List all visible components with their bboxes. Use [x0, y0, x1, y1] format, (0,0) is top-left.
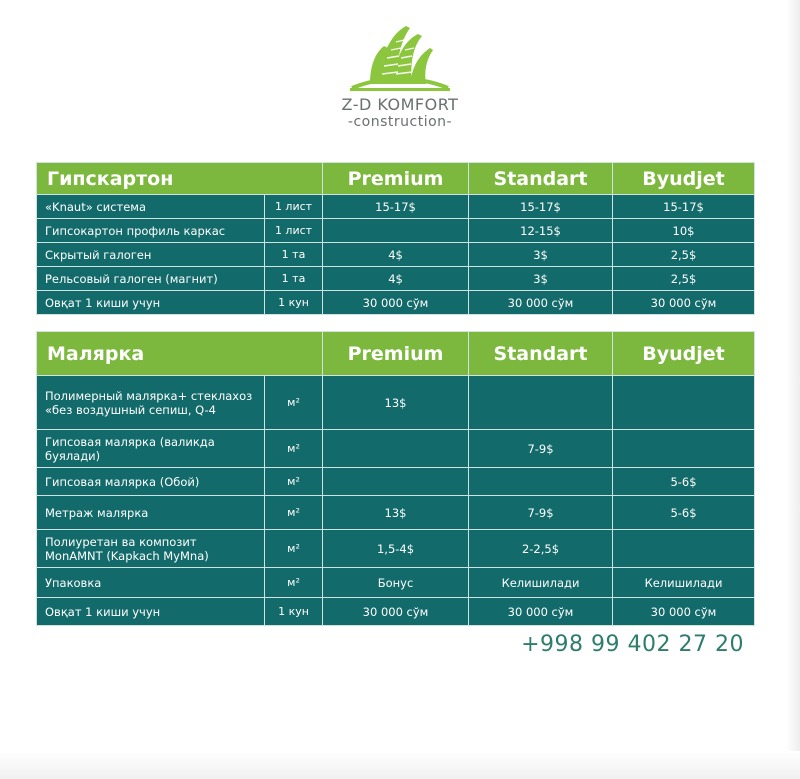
item-name: Рельсовый галоген (магнит): [37, 267, 265, 291]
price-byudjet: 30 000 сўм: [613, 598, 755, 626]
table-header-row: [37, 163, 755, 195]
price-byudjet: [613, 430, 755, 468]
price-byudjet: 5-6$: [613, 468, 755, 496]
price-premium: 4$: [323, 243, 469, 267]
table-title: Малярка: [37, 332, 323, 376]
price-byudjet: Келишилади: [613, 568, 755, 598]
page-bottom-shadow: [0, 751, 800, 779]
item-unit: м²: [265, 496, 323, 530]
price-premium: 30 000 сўм: [323, 598, 469, 626]
price-premium: 13$: [323, 376, 469, 430]
table-row: [37, 598, 755, 626]
price-premium: [323, 430, 469, 468]
price-byudjet: 15-17$: [613, 195, 755, 219]
table-title: Гипскартон: [37, 163, 323, 195]
item-name: Гипсовая малярка (валикда буялади): [37, 430, 265, 468]
price-byudjet: 2,5$: [613, 267, 755, 291]
item-name: Овқат 1 киши учун: [37, 598, 265, 626]
table-row: [37, 267, 755, 291]
price-premium: 15-17$: [323, 195, 469, 219]
price-standart: 30 000 сўм: [469, 598, 613, 626]
price-standart: 30 000 сўм: [469, 291, 613, 315]
table-row: [37, 243, 755, 267]
logo-name: Z-D KOMFORT: [341, 95, 459, 114]
item-name: Полимерный малярка+ стеклахоз «без воздушный сепиш, Q-4: [37, 376, 265, 430]
price-byudjet: 10$: [613, 219, 755, 243]
price-standart: 3$: [469, 243, 613, 267]
item-name: Скрытый галоген: [37, 243, 265, 267]
table-row: [37, 430, 755, 468]
item-name: «Knaut» система: [37, 195, 265, 219]
item-unit: 1 лист: [265, 195, 323, 219]
price-premium: Бонус: [323, 568, 469, 598]
table-row: [37, 496, 755, 530]
item-unit: м²: [265, 468, 323, 496]
price-standart: 7-9$: [469, 496, 613, 530]
item-unit: м²: [265, 430, 323, 468]
column-header-standart: Standart: [469, 332, 613, 376]
table-row: [37, 468, 755, 496]
item-unit: м²: [265, 568, 323, 598]
logo-subtitle: -construction-: [347, 114, 453, 130]
drywall-price-table: [36, 162, 755, 315]
price-premium: [323, 219, 469, 243]
price-standart: 7-9$: [469, 430, 613, 468]
item-name: Гипсовая малярка (Обой): [37, 468, 265, 496]
column-header-standart: Standart: [469, 163, 613, 195]
table-row: [37, 530, 755, 568]
item-unit: 1 кун: [265, 598, 323, 626]
item-name: Гипсокартон профиль каркас: [37, 219, 265, 243]
item-name: Упаковка: [37, 568, 265, 598]
price-standart: [469, 468, 613, 496]
item-name: Метраж малярка: [37, 496, 265, 530]
company-logo: [330, 22, 470, 134]
price-premium: 30 000 сўм: [323, 291, 469, 315]
contact-phone: +998 99 402 27 20: [521, 632, 744, 657]
price-byudjet: [613, 376, 755, 430]
price-byudjet: 5-6$: [613, 496, 755, 530]
price-standart: 15-17$: [469, 195, 613, 219]
price-standart: 12-15$: [469, 219, 613, 243]
green-buildings-icon: [340, 22, 460, 94]
table-row: [37, 195, 755, 219]
painting-price-table: [36, 331, 755, 626]
price-premium: 4$: [323, 267, 469, 291]
item-unit: 1 кун: [265, 291, 323, 315]
price-standart: Келишилади: [469, 568, 613, 598]
price-byudjet: 30 000 сўм: [613, 291, 755, 315]
column-header-premium: Premium: [323, 332, 469, 376]
price-premium: 1,5-4$: [323, 530, 469, 568]
item-name: Полиуретан ва композит MonAMNT (Kapkach MyMna): [37, 530, 265, 568]
column-header-premium: Premium: [323, 163, 469, 195]
table-row: [37, 568, 755, 598]
table-header-row: [37, 332, 755, 376]
price-standart: 3$: [469, 267, 613, 291]
price-premium: [323, 468, 469, 496]
item-unit: 1 та: [265, 267, 323, 291]
item-unit: м²: [265, 376, 323, 430]
column-header-byudjet: Byudjet: [613, 332, 755, 376]
page-edge-shadow: [786, 0, 800, 779]
price-byudjet: [613, 530, 755, 568]
item-name: Овқат 1 киши учун: [37, 291, 265, 315]
item-unit: 1 лист: [265, 219, 323, 243]
table-row: [37, 291, 755, 315]
price-standart: [469, 376, 613, 430]
price-standart: 2-2,5$: [469, 530, 613, 568]
column-header-byudjet: Byudjet: [613, 163, 755, 195]
table-row: [37, 376, 755, 430]
price-premium: 13$: [323, 496, 469, 530]
price-byudjet: 2,5$: [613, 243, 755, 267]
item-unit: м²: [265, 530, 323, 568]
item-unit: 1 та: [265, 243, 323, 267]
table-row: [37, 219, 755, 243]
